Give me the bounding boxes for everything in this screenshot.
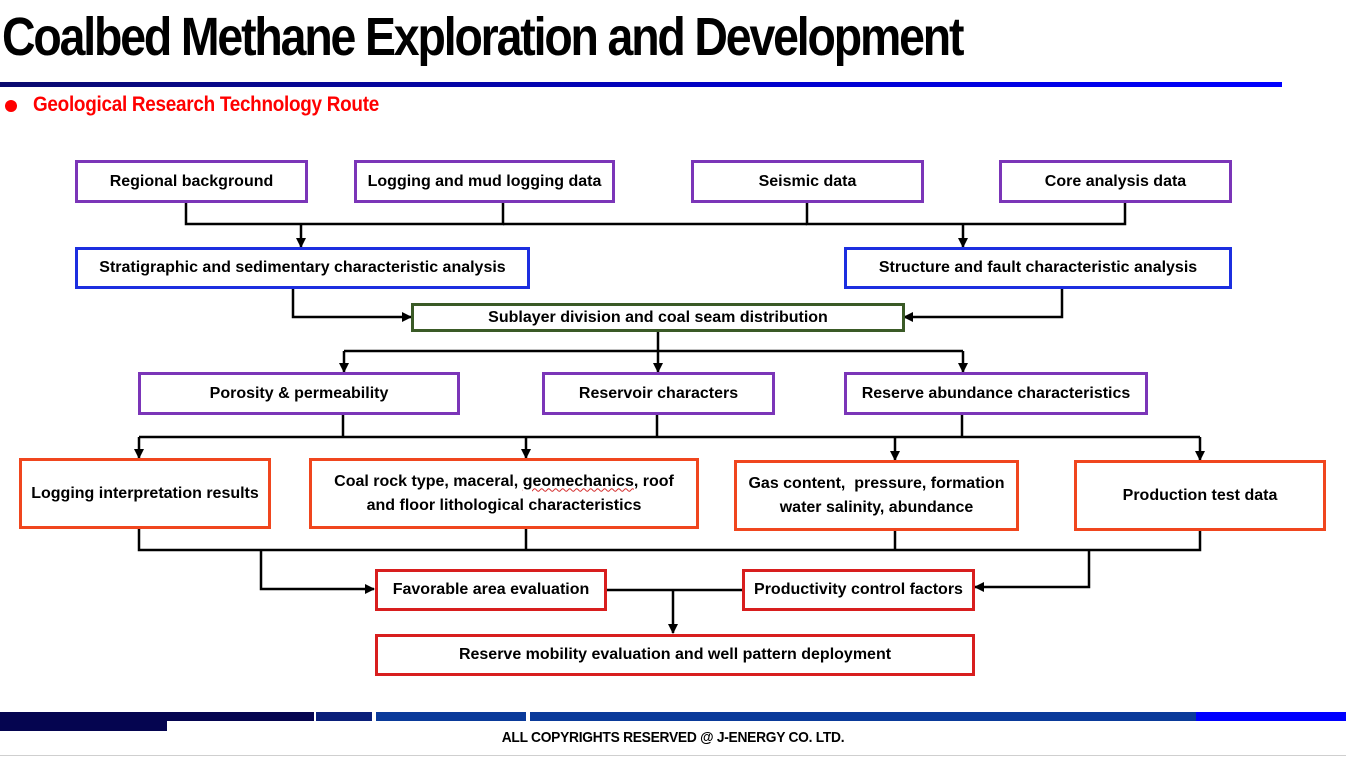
node-label: Porosity & permeability	[209, 384, 389, 402]
node-label: Logging and mud logging data	[367, 172, 602, 190]
node-label: Stratigraphic and sedimentary characteristic analysis	[99, 259, 506, 277]
node-label: Gas content, pressure, formation water salinity, abundance	[748, 475, 1005, 516]
node-label: Core analysis data	[1044, 172, 1187, 190]
node-reserve-mobility-evaluation	[375, 634, 975, 676]
node-label: Reserve mobility evaluation and well pattern deployment	[458, 646, 892, 664]
connector-line	[975, 550, 1089, 587]
bottom-divider	[0, 755, 1346, 756]
node-label: Logging interpretation results	[31, 484, 259, 502]
node-productivity-control-factors	[742, 569, 975, 611]
node-label: Sublayer division and coal seam distribution	[488, 308, 828, 326]
node-seismic-data	[691, 160, 924, 203]
node-regional-background	[75, 160, 308, 203]
node-label: Productivity control factors	[754, 581, 963, 599]
node-label: Production test data	[1122, 486, 1278, 504]
node-label: Reservoir characters	[578, 384, 739, 402]
footer-copyright: ALL COPYRIGHTS RESERVED @ J-ENERGY CO. LTD.	[501, 729, 845, 746]
node-label: Reserve abundance characteristics	[861, 384, 1131, 402]
node-core-analysis-data	[999, 160, 1232, 203]
node-structure-fault-analysis	[844, 247, 1232, 289]
node-favorable-area-evaluation	[375, 569, 607, 611]
node-reserve-abundance	[844, 372, 1148, 415]
connector-line	[904, 288, 1062, 317]
node-gas-content	[734, 460, 1019, 531]
connector-line	[807, 202, 1125, 224]
node-sublayer-division	[411, 303, 905, 332]
section-subtitle: Geological Research Technology Route	[33, 93, 379, 116]
node-reservoir-characters	[542, 372, 775, 415]
node-label: Favorable area evaluation	[392, 581, 590, 599]
page-title: Coalbed Methane Exploration and Development	[2, 7, 963, 67]
connector-line	[139, 528, 1200, 550]
connector-line	[261, 550, 374, 589]
node-label: Structure and fault characteristic analysis	[878, 259, 1198, 277]
node-production-test-data	[1074, 460, 1326, 531]
node-logging-interpretation	[19, 458, 271, 529]
connector-line	[293, 288, 411, 317]
node-label: Coal rock type, maceral, geomechanics, roof and floor lithological characteristics	[334, 473, 674, 514]
node-label: Seismic data	[758, 172, 857, 190]
node-porosity-permeability	[138, 372, 460, 415]
node-coal-rock-characteristics	[309, 458, 699, 529]
connector-line	[186, 202, 503, 224]
node-label: Regional background	[109, 172, 274, 190]
node-stratigraphic-analysis	[75, 247, 530, 289]
node-logging-mud-logging-data	[354, 160, 615, 203]
